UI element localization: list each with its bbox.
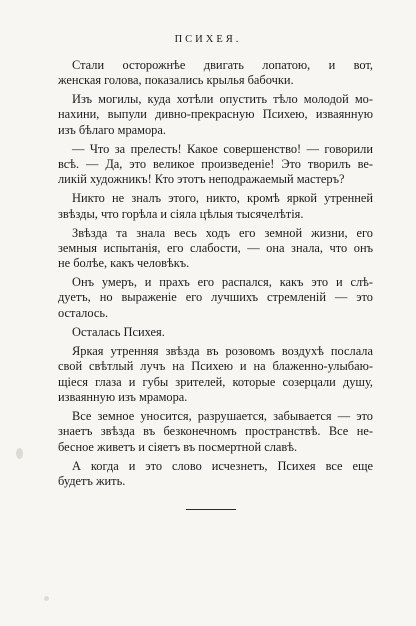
text-line: всѣ. — Да, это великое произведенiе! Это творилъ ве-	[58, 157, 373, 171]
text-line: знаетъ звѣзда въ безконечномъ пространствѣ. Все не-	[58, 424, 373, 438]
text-line: звѣзды, что горѣла и сiяла цѣлыя тысячелѣтiя.	[58, 207, 304, 221]
text-line: не болѣе, какъ человѣкъ.	[58, 256, 190, 270]
paper-stain	[44, 596, 49, 601]
text-line: осталось.	[58, 306, 109, 320]
text-line: ликiй художникъ! Кто этотъ неподражаемый мастеръ?	[58, 172, 345, 186]
text-line: Никто не зналъ этого, никто, кромѣ яркой утренней	[72, 191, 373, 205]
text-line: изъ бѣлаго мрамора.	[58, 123, 166, 137]
running-head: ПСИХЕЯ.	[174, 34, 242, 45]
text-line: свой свѣтлый лучъ на Психею и на блаженно-улыбаю-	[58, 359, 373, 373]
text-line: Стали осторожнѣе двигать лопатою, и вот,	[72, 58, 373, 72]
text-line: женская голова, показались крылья бабочки.	[58, 73, 294, 87]
text-line: нахини, выпули дивно-прекрасную Психею, изваянную	[58, 107, 373, 121]
text-line: дуетъ, но выраженiе его лучшихъ стремленiй — это	[58, 290, 373, 304]
text-line: Осталась Психея.	[72, 325, 165, 339]
text-line: — Что за прелесть! Какое совершенство! — говорили	[72, 142, 373, 156]
paper-stain	[16, 448, 23, 459]
text-line: Онъ умеръ, и прахъ его распался, какъ это и слѣ-	[72, 275, 373, 289]
text-line: бесное живетъ и сiяетъ въ посмертной славѣ.	[58, 440, 298, 454]
text-line: Изъ могилы, куда хотѣли опустить тѣло молодой мо-	[72, 92, 373, 106]
text-line: Звѣзда та знала весь ходъ его земной жизни, его	[72, 226, 373, 240]
text-line: щiеся глаза и губы зрителей, которые созерцали душу,	[58, 375, 373, 389]
text-line: А когда и это слово исчезнетъ, Психея все еще	[72, 459, 373, 473]
end-rule	[186, 509, 236, 510]
text-line: Все земное уносится, разрушается, забывается — это	[72, 409, 373, 423]
text-line: будетъ жить.	[58, 474, 126, 488]
text-line: земныя испытанiя, его слабости, — она знала, что онъ	[58, 241, 373, 255]
text-line: изваянную изъ мрамора.	[58, 390, 188, 404]
text-line: Яркая утренняя звѣзда въ розовомъ воздухѣ послала	[72, 344, 373, 358]
